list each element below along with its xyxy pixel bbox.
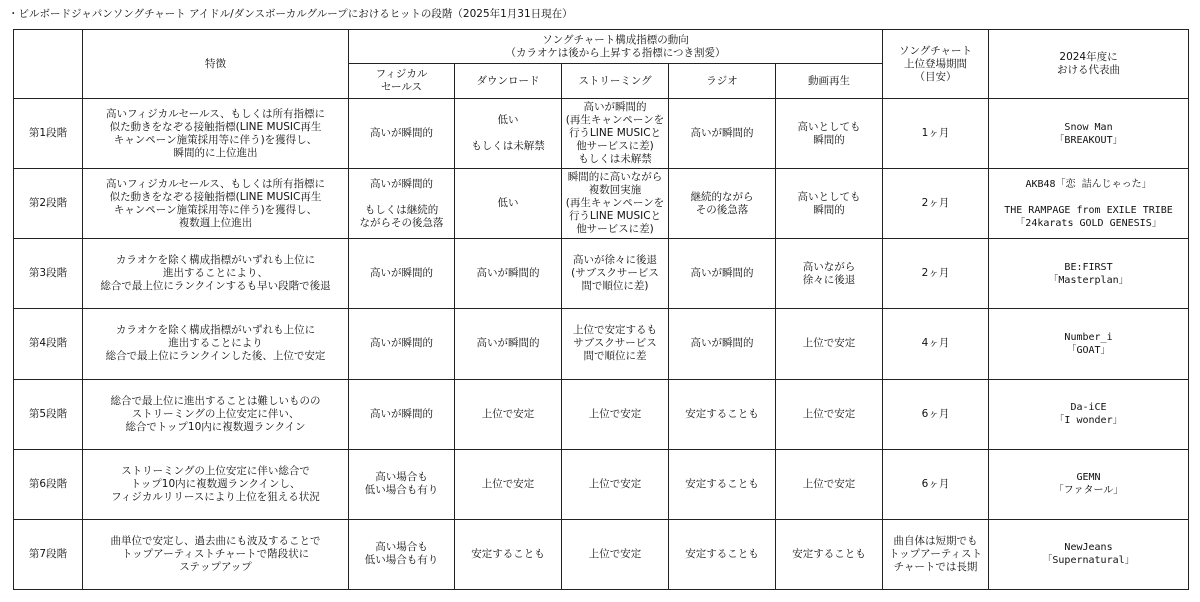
period-cell: 2ヶ月 [883, 239, 989, 309]
streaming-cell: 上位で安定 [562, 519, 669, 589]
video-cell: 上位で安定 [776, 309, 883, 379]
period-cell: 6ヶ月 [883, 379, 989, 449]
table-row [14, 99, 1189, 169]
songs-cell: NewJeans 「Supernatural」 [989, 519, 1189, 589]
streaming-cell: 上位で安定 [562, 379, 669, 449]
feature-cell: 総合で最上位に進出することは難しいものの ストリーミングの上位安定に伴い、 総合でトップ10内に複数週ランクイン [83, 379, 349, 449]
video-cell: 安定することも [776, 519, 883, 589]
radio-cell: 継続的ながら その後急落 [669, 169, 776, 239]
physical-cell: 高い場合も 低い場合も有り [349, 519, 455, 589]
header-download: ダウンロード [455, 64, 562, 99]
stage-cell: 第5段階 [14, 379, 83, 449]
songs-cell: Number_i 「GOAT」 [989, 309, 1189, 379]
header-songs: 2024年度に おける代表曲 [989, 30, 1189, 99]
download-cell: 低い もしくは未解禁 [455, 99, 562, 169]
header-streaming: ストリーミング [562, 64, 669, 99]
feature-cell: カラオケを除く構成指標がいずれも上位に 進出することにより、 総合で最上位にランクインするも早い段階で後退 [83, 239, 349, 309]
streaming-cell: 上位で安定 [562, 449, 669, 519]
feature-cell: 高いフィジカルセールス、もしくは所有指標に 似た動きをなぞる接触指標(LINE MUSIC再生 キャンペーン施策採用等に伴う)を獲得し、 瞬間的に上位進出 [83, 99, 349, 169]
physical-cell: 高いが瞬間的 もしくは継続的 ながらその後急落 [349, 169, 455, 239]
hit-stages-table [13, 29, 1189, 590]
radio-cell: 高いが瞬間的 [669, 309, 776, 379]
header-feature: 特徴 [83, 30, 349, 99]
songs-cell: BE:FIRST 「Masterplan」 [989, 239, 1189, 309]
header-video: 動画再生 [776, 64, 883, 99]
stage-cell: 第6段階 [14, 449, 83, 519]
download-cell: 上位で安定 [455, 449, 562, 519]
songs-cell: Da-iCE 「I wonder」 [989, 379, 1189, 449]
video-cell: 高いながら 徐々に後退 [776, 239, 883, 309]
period-cell: 2ヶ月 [883, 169, 989, 239]
stage-cell: 第1段階 [14, 99, 83, 169]
radio-cell: 安定することも [669, 379, 776, 449]
songs-cell: AKB48「恋 詰んじゃった」 THE RAMPAGE from EXILE TRIBE 「24karats GOLD GENESIS」 [989, 169, 1189, 239]
stage-cell: 第4段階 [14, 309, 83, 379]
streaming-cell: 上位で安定するも サブスクサービス 間で順位に差 [562, 309, 669, 379]
table-header [14, 30, 1189, 99]
video-cell: 上位で安定 [776, 449, 883, 519]
radio-cell: 高いが瞬間的 [669, 99, 776, 169]
table-row [14, 449, 1189, 519]
video-cell: 上位で安定 [776, 379, 883, 449]
header-radio: ラジオ [669, 64, 776, 99]
download-cell: 安定することも [455, 519, 562, 589]
download-cell: 低い [455, 169, 562, 239]
download-cell: 高いが瞬間的 [455, 309, 562, 379]
period-cell: 曲自体は短期でも トップアーティスト チャートでは長期 [883, 519, 989, 589]
physical-cell: 高いが瞬間的 [349, 239, 455, 309]
stage-cell: 第7段階 [14, 519, 83, 589]
feature-cell: 曲単位で安定し、過去曲にも波及することで トップアーティストチャートで階段状に ステップアップ [83, 519, 349, 589]
table-row [14, 379, 1189, 449]
table-row [14, 519, 1189, 589]
table-body [14, 99, 1189, 590]
header-stage-blank [14, 30, 83, 99]
physical-cell: 高いが瞬間的 [349, 379, 455, 449]
feature-cell: 高いフィジカルセールス、もしくは所有指標に 似た動きをなぞる接触指標(LINE MUSIC再生 キャンペーン施策採用等に伴う)を獲得し、 複数週上位進出 [83, 169, 349, 239]
header-trend: ソングチャート構成指標の動向 （カラオケは後から上昇する指標につき割愛） [349, 30, 883, 64]
stage-cell: 第2段階 [14, 169, 83, 239]
table-row [14, 309, 1189, 379]
video-cell: 高いとしても 瞬間的 [776, 169, 883, 239]
songs-cell: Snow Man 「BREAKOUT」 [989, 99, 1189, 169]
period-cell: 1ヶ月 [883, 99, 989, 169]
header-physical: フィジカル セールス [349, 64, 455, 99]
period-cell: 6ヶ月 [883, 449, 989, 519]
songs-cell: GEMN 「ファタール」 [989, 449, 1189, 519]
download-cell: 高いが瞬間的 [455, 239, 562, 309]
table-row [14, 239, 1189, 309]
streaming-cell: 瞬間的に高いながら 複数回実施 (再生キャンペーンを 行うLINE MUSICと 他サービスに差) [562, 169, 669, 239]
physical-cell: 高いが瞬間的 [349, 99, 455, 169]
radio-cell: 高いが瞬間的 [669, 239, 776, 309]
stage-cell: 第3段階 [14, 239, 83, 309]
streaming-cell: 高いが徐々に後退 (サブスクサービス 間で順位に差) [562, 239, 669, 309]
radio-cell: 安定することも [669, 519, 776, 589]
table-row [14, 169, 1189, 239]
download-cell: 上位で安定 [455, 379, 562, 449]
feature-cell: カラオケを除く構成指標がいずれも上位に 進出することにより 総合で最上位にランクインした後、上位で安定 [83, 309, 349, 379]
period-cell: 4ヶ月 [883, 309, 989, 379]
radio-cell: 安定することも [669, 449, 776, 519]
feature-cell: ストリーミングの上位安定に伴い総合で トップ10内に複数週ランクインし、 フィジカルリリースにより上位を狙える状況 [83, 449, 349, 519]
physical-cell: 高い場合も 低い場合も有り [349, 449, 455, 519]
video-cell: 高いとしても 瞬間的 [776, 99, 883, 169]
streaming-cell: 高いが瞬間的 (再生キャンペーンを 行うLINE MUSICと 他サービスに差) もしくは未解禁 [562, 99, 669, 169]
header-period: ソングチャート 上位登場期間 （目安） [883, 30, 989, 99]
physical-cell: 高いが瞬間的 [349, 309, 455, 379]
table-caption: ・ビルボードジャパンソングチャート アイドル/ダンスボーカルグループにおけるヒットの段階（2025年1月31日現在） [8, 8, 573, 20]
